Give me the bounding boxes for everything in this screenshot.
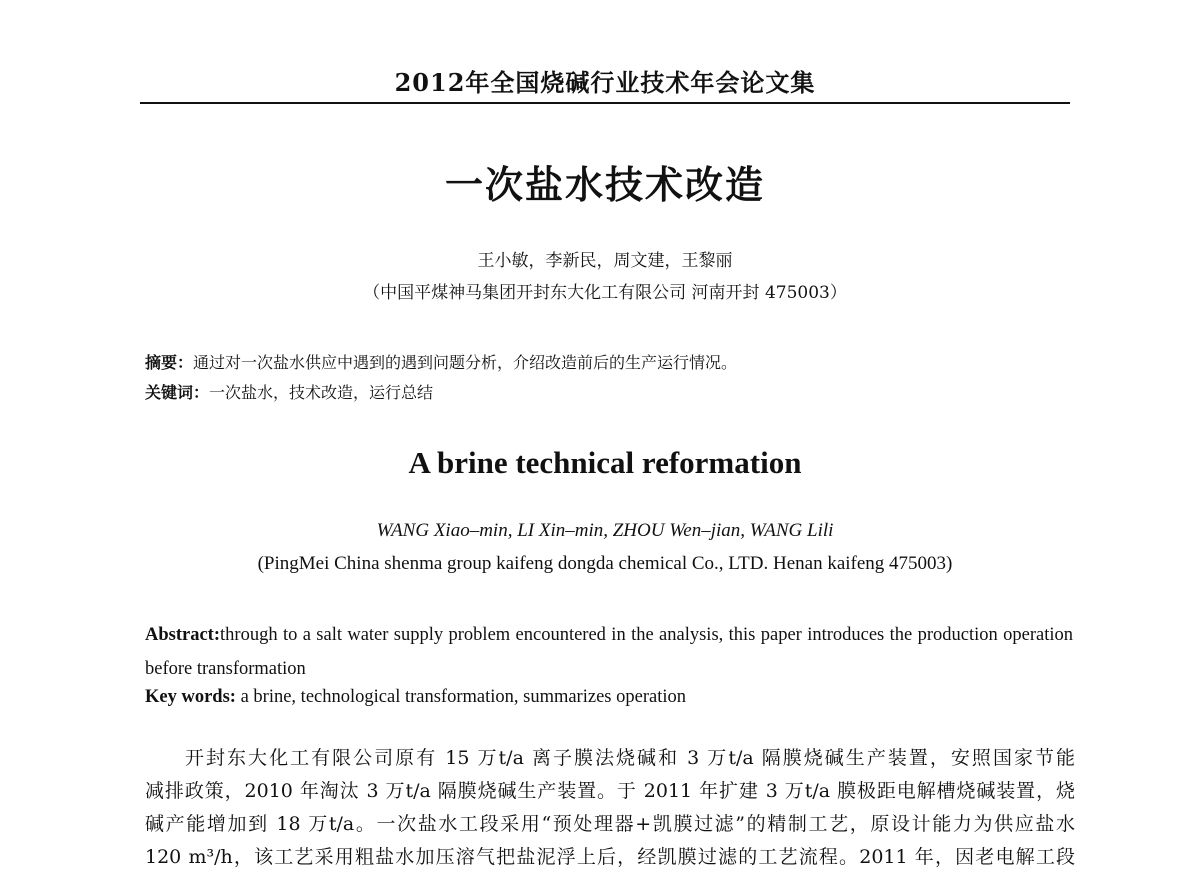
- chinese-abstract: [145, 350, 1075, 376]
- body-paragraph: [145, 742, 1075, 874]
- english-abstract-text: through to a salt water supply problem encountered in the analysis, this paper introduces the production operation before transformation: [145, 625, 1073, 679]
- chinese-abstract-text: 通过对一次盐水供应中遇到的遇到问题分析，介绍改造前后的生产运行情况。: [193, 353, 738, 372]
- english-affiliation: (PingMei China shenma group kaifeng dongda chemical Co., LTD. Henan kaifeng 475003): [257, 553, 953, 574]
- chinese-title: 一次盐水技术改造: [444, 163, 765, 207]
- chinese-keywords: [145, 380, 1075, 406]
- header-rule: [140, 102, 1070, 104]
- english-title: A brine technical reformation: [408, 445, 802, 480]
- english-abstract: [145, 618, 1073, 686]
- chinese-affiliation: （中国平煤神马集团开封东大化工有限公司 河南开封 475003）: [363, 283, 847, 303]
- english-keywords-text: a brine, technological transformation, summarizes operation: [235, 687, 686, 707]
- chinese-keywords-text: 一次盐水，技术改造，运行总结: [209, 383, 434, 402]
- chinese-authors: 王小敏，李新民，周文建，王黎丽: [477, 251, 733, 271]
- running-header: 2012年全国烧碱行业技术年会论文集: [394, 68, 816, 97]
- english-abstract-label: Abstract:: [145, 625, 221, 645]
- body-line: 开封东大化工有限公司原有 15 万t/a 离子膜法烧碱和 3 万t/a 隔膜烧碱生产装置，安照国家节能: [185, 747, 1075, 769]
- chinese-abstract-label: 摘要：: [145, 353, 194, 372]
- chinese-keywords-label: 关键词：: [145, 383, 210, 402]
- english-authors: WANG Xiao–min, LI Xin–min, ZHOU Wen–jian, WANG Lili: [376, 520, 834, 541]
- body-line: 碱产能增加到 18 万t/a。一次盐水工段采用“预处理器+凯膜过滤”的精制工艺，原设计能力为供应盐水: [145, 813, 1075, 835]
- body-line: 120 m³/h，该工艺采用粗盐水加压溶气把盐泥浮上后，经凯膜过滤的工艺流程。2011 年，因老电解工段: [145, 846, 1075, 868]
- body-line: 减排政策，2010 年淘汰 3 万t/a 隔膜烧碱生产装置。于 2011 年扩建 3 万t/a 膜极距电解槽烧碱装置，烧: [145, 780, 1075, 802]
- english-keywords: [145, 683, 1073, 711]
- english-keywords-label: Key words:: [145, 687, 236, 707]
